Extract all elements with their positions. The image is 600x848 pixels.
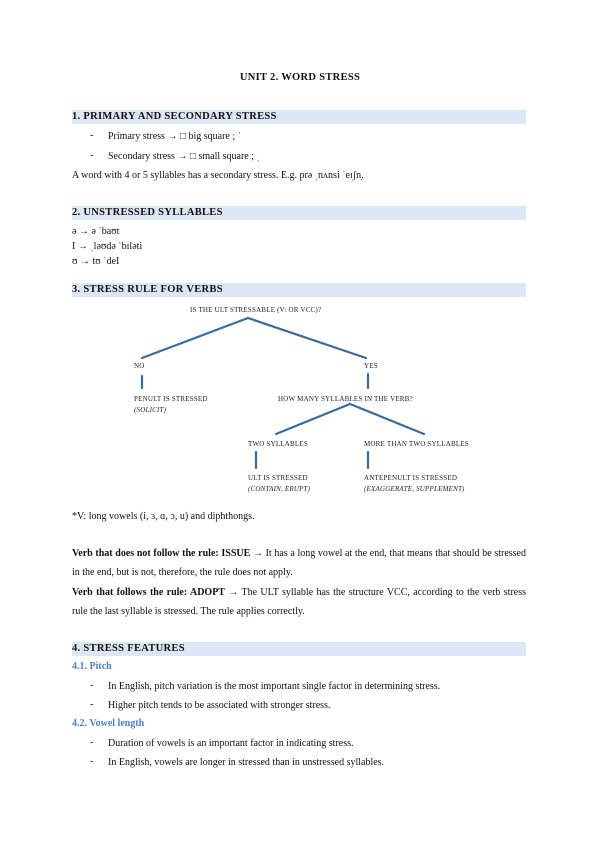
pitch-subheading: 4.1. Pitch bbox=[72, 661, 112, 672]
page-title: UNIT 2. WORD STRESS bbox=[239, 72, 361, 83]
tree-two-syllables-node: TWO SYLLABLES bbox=[248, 440, 308, 448]
section-4-heading: 4. STRESS FEATURES bbox=[72, 642, 526, 656]
connector-howmany-more bbox=[350, 404, 424, 434]
secondary-stress-bullet: Secondary stress → □ small square ; ˌ bbox=[108, 151, 260, 162]
tree-more-syllables-node: MORE THAN TWO SYLLABLES bbox=[364, 440, 469, 448]
tree-antepenult-node: ANTEPENULT IS STRESSED bbox=[364, 474, 458, 482]
adopt-label: Verb that follows the rule: ADOPT bbox=[72, 587, 225, 598]
bullet-dash: - bbox=[90, 150, 94, 161]
connector-root-no bbox=[142, 318, 248, 358]
secondary-stress-note: A word with 4 or 5 syllables has a secondary stress. E.g. prə ˌnʌnsi ˈeɪʃn̩. bbox=[72, 170, 364, 181]
vowel-length-bullet-1: Duration of vowels is an important factor in indicating stress. bbox=[108, 738, 354, 749]
section-2-heading: 2. UNSTRESSED SYLLABLES bbox=[72, 206, 526, 220]
section-3-heading: 3. STRESS RULE FOR VERBS bbox=[72, 283, 526, 297]
long-vowels-note: *V: long vowels (i, ɜ, ɑ, ɔ, u) and diphthongs. bbox=[72, 511, 255, 522]
issue-explanation: → It has a long vowel at the end, that means that should be stressed in the end, but is not, therefore, the rule does not apply. bbox=[72, 548, 526, 578]
tree-penult-node: PENULT IS STRESSED bbox=[134, 395, 208, 403]
tree-penult-example: (SOLICIT) bbox=[134, 406, 167, 414]
tree-root-question: IS THE ULT STRESSABLE (V: OR VCC)? bbox=[190, 306, 322, 314]
tree-ult-example: (CONTAIN, ERUPT) bbox=[248, 485, 311, 493]
bullet-dash: - bbox=[90, 737, 94, 748]
tree-yes-node: YES bbox=[364, 362, 378, 370]
unstressed-line-i: I → ˌləʊdə ˈbɪləti bbox=[72, 241, 143, 252]
section-1-heading: 1. PRIMARY AND SECONDARY STRESS bbox=[72, 110, 526, 124]
vowel-length-bullet-2: In English, vowels are longer in stressed than in unstressed syllables. bbox=[108, 757, 385, 768]
tree-ult-node: ULT IS STRESSED bbox=[248, 474, 308, 482]
connector-root-yes bbox=[248, 318, 366, 358]
tree-howmany-node: HOW MANY SYLLABLES IN THE VERB? bbox=[278, 395, 413, 403]
bullet-dash: - bbox=[90, 680, 94, 691]
unstressed-line-u: ʊ → tʊ ˈdeI bbox=[72, 256, 120, 267]
verb-stress-tree-diagram bbox=[128, 300, 488, 500]
pitch-bullet-2: Higher pitch tends to be associated with stronger stress. bbox=[108, 700, 331, 711]
bullet-dash: - bbox=[90, 130, 94, 141]
issue-label: Verb that does not follow the rule: ISSUE bbox=[72, 548, 251, 559]
unstressed-line-schwa: ə → ə ˈbaʊt bbox=[72, 226, 120, 237]
adopt-paragraph bbox=[72, 583, 526, 621]
bullet-dash: - bbox=[90, 699, 94, 710]
vowel-length-subheading: 4.2. Vowel length bbox=[72, 718, 145, 729]
primary-stress-bullet: Primary stress → □ big square ; ˈ bbox=[108, 131, 241, 142]
bullet-dash: - bbox=[90, 756, 94, 767]
tree-antepenult-example: (EXAGGERATE, SUPPLEMENT) bbox=[364, 485, 465, 493]
pitch-bullet-1: In English, pitch variation is the most important single factor in determining stress. bbox=[108, 681, 441, 692]
issue-paragraph bbox=[72, 544, 526, 582]
adopt-explanation: → The ULT syllable has the structure VCC, according to the verb stress rule the last syllable is stressed. The rule applies correctly. bbox=[72, 587, 526, 617]
connector-howmany-two bbox=[276, 404, 350, 434]
tree-no-node: NO bbox=[134, 362, 145, 370]
